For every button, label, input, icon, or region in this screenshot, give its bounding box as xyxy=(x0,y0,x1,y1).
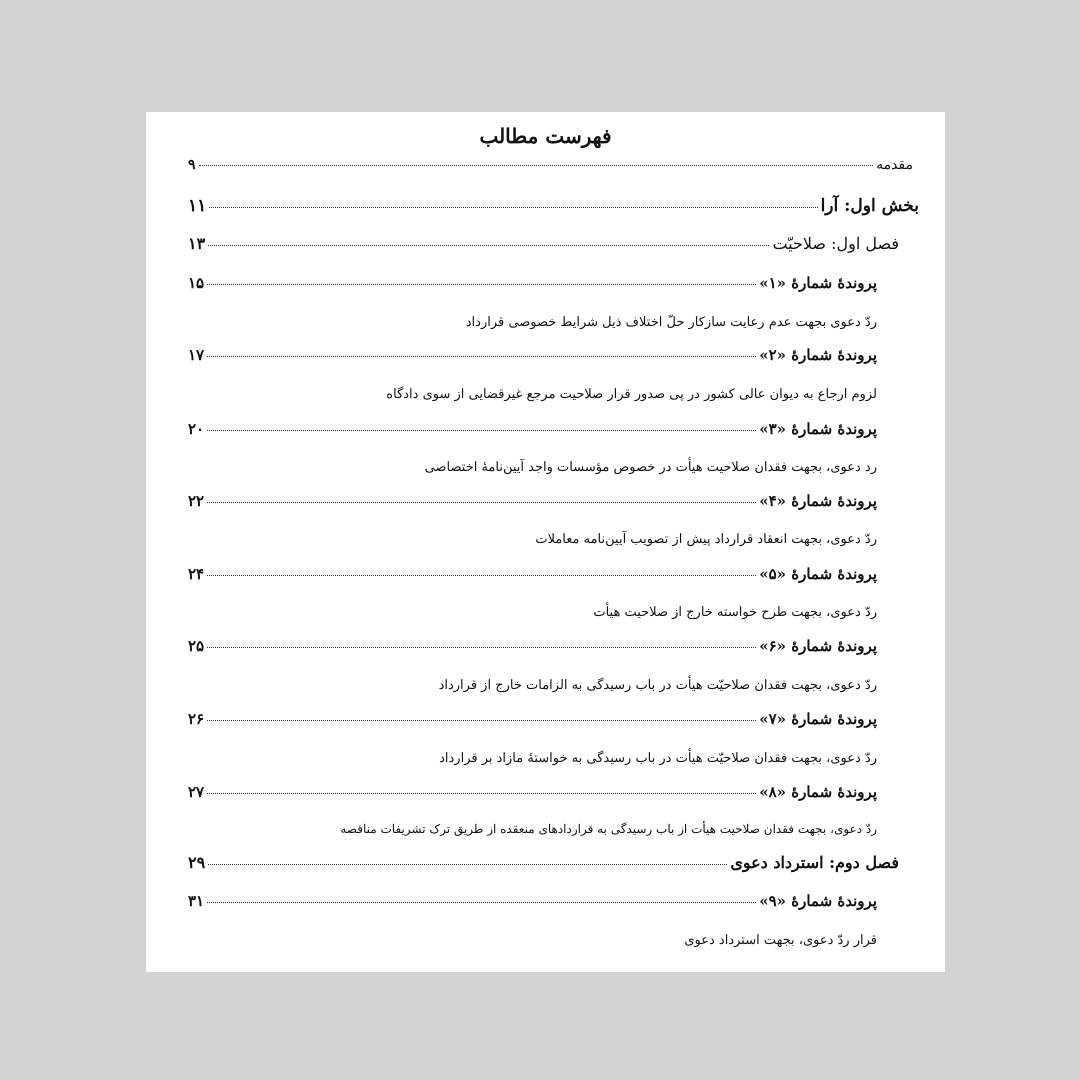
case-3-description: رد دعوی، بجهت فقدان صلاحیت هیأت در خصوص مؤسسات واجد آیین‌نامۀ اختصاصی xyxy=(424,460,877,475)
toc-entry-case-6[interactable] xyxy=(188,639,877,654)
dot-leader xyxy=(208,245,769,246)
case-4-description: ردّ دعوی، بجهت انعقاد قرارداد پیش از تصویب آیین‌نامه معاملات xyxy=(535,532,877,547)
page-number: ۲۲ xyxy=(188,492,205,510)
entry-label: پروندۀ شمارۀ «۶» xyxy=(759,637,877,655)
toc-entry-case-7[interactable] xyxy=(188,712,877,727)
page-number: ۱۵ xyxy=(188,274,205,292)
page-number: ۱۷ xyxy=(188,346,205,364)
toc-entry-case-3[interactable] xyxy=(188,422,877,437)
toc-entry-introduction[interactable] xyxy=(188,158,913,172)
entry-label: پروندۀ شمارۀ «۹» xyxy=(759,892,877,910)
entry-label: پروندۀ شمارۀ «۷» xyxy=(759,710,877,728)
case-2-description: لزوم ارجاع به دیوان عالی کشور در پی صدور قرار صلاحیت مرجع غیرقضایی از سوی دادگاه xyxy=(386,387,877,402)
entry-label: بخش اول: آرا xyxy=(820,196,919,216)
case-1-description: ردّ دعوی بجهت عدم رعایت سازکار حلّ اختلاف ذیل شرایط خصوصی قرارداد xyxy=(465,315,877,330)
toc-entry-case-2[interactable] xyxy=(188,348,877,363)
page-number: ۲۹ xyxy=(188,853,206,872)
case-9-description: قرار ردّ دعوی، بجهت استرداد دعوی xyxy=(684,933,877,948)
entry-label: مقدمه xyxy=(876,157,913,173)
page-number: ۹ xyxy=(188,157,196,173)
toc-entry-case-1[interactable] xyxy=(188,276,877,291)
toc-entry-part-1[interactable] xyxy=(188,198,919,215)
entry-label: پروندۀ شمارۀ «۲» xyxy=(759,346,877,364)
case-5-description: ردّ دعوی، بجهت طرح خواسته خارج از صلاحیت هیأت xyxy=(593,605,877,620)
dot-leader xyxy=(207,647,756,648)
dot-leader xyxy=(207,502,756,503)
dot-leader xyxy=(207,902,756,903)
page-number: ۳۱ xyxy=(188,892,205,910)
entry-label: پروندۀ شمارۀ «۵» xyxy=(759,565,877,583)
dot-leader xyxy=(207,793,756,794)
page-number: ۲۵ xyxy=(188,637,205,655)
toc-entry-chapter-2[interactable] xyxy=(188,855,899,871)
toc-entry-case-5[interactable] xyxy=(188,567,877,582)
toc-title: فهرست مطالب xyxy=(479,124,612,148)
case-8-description: ردّ دعوی، بجهت فقدان صلاحیت هیأت از باب رسیدگی به قراردادهای منعقده از طریق ترک تشریفات مناقصه xyxy=(340,822,877,836)
page-number: ۱۳ xyxy=(188,234,206,253)
toc-entry-case-4[interactable] xyxy=(188,494,877,509)
dot-leader xyxy=(209,207,817,208)
case-6-description: ردّ دعوی، بجهت فقدان صلاحیّت هیأت در باب رسیدگی به الزامات خارج از قرارداد xyxy=(438,678,877,693)
dot-leader xyxy=(207,430,756,431)
page-number: ۲۴ xyxy=(188,565,205,583)
dot-leader xyxy=(208,864,727,865)
dot-leader xyxy=(199,165,874,166)
dot-leader xyxy=(207,284,756,285)
toc-entry-chapter-1[interactable] xyxy=(188,236,899,252)
dot-leader xyxy=(207,575,756,576)
case-7-description: ردّ دعوی، بجهت فقدان صلاحیّت هیأت در باب رسیدگی به خواستۀ مازاد بر قرارداد xyxy=(439,751,877,766)
page-number: ۲۶ xyxy=(188,710,205,728)
entry-label: فصل دوم: استرداد دعوی xyxy=(730,853,899,872)
entry-label: فصل اول: صلاحیّت xyxy=(772,234,899,253)
toc-entry-case-9[interactable] xyxy=(188,894,877,909)
toc-entry-case-8[interactable] xyxy=(188,785,877,800)
page-number: ۲۰ xyxy=(188,420,205,438)
dot-leader xyxy=(207,720,756,721)
entry-label: پروندۀ شمارۀ «۴» xyxy=(759,492,877,510)
page-number: ۲۷ xyxy=(188,783,205,801)
page-number: ۱۱ xyxy=(188,196,207,216)
document-page xyxy=(146,112,945,972)
entry-label: پروندۀ شمارۀ «۱» xyxy=(759,274,877,292)
entry-label: پروندۀ شمارۀ «۳» xyxy=(759,420,877,438)
entry-label: پروندۀ شمارۀ «۸» xyxy=(759,783,877,801)
dot-leader xyxy=(207,356,756,357)
